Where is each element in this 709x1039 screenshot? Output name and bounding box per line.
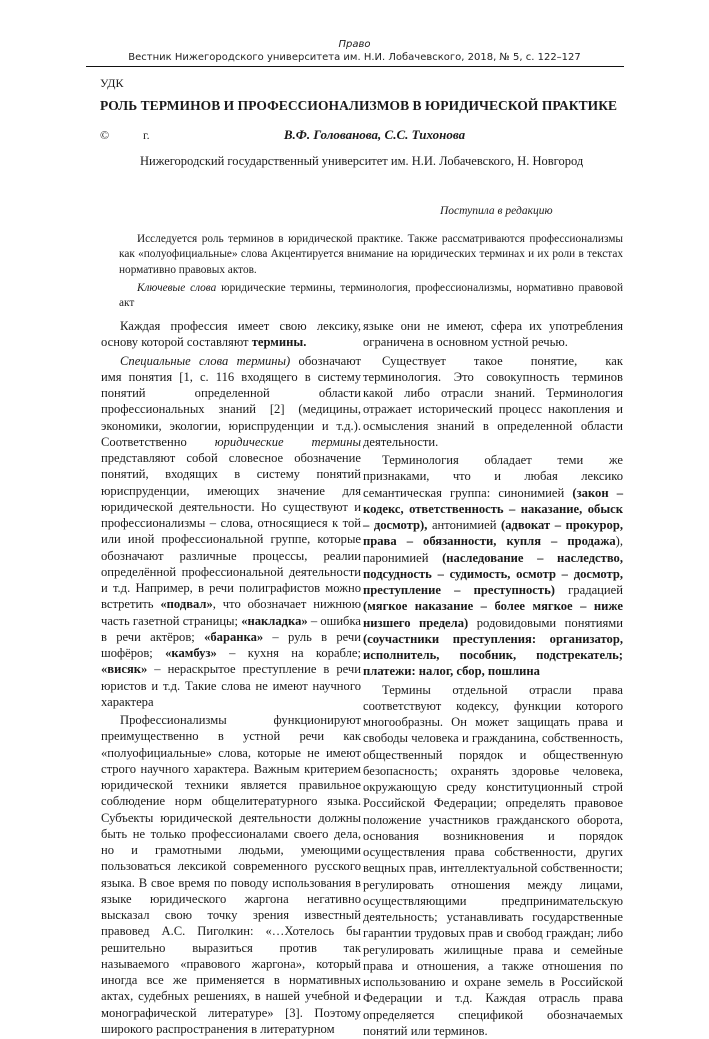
paragraph	[101, 318, 361, 351]
journal-citation: Вестник Нижегородского университета им. Н.И. Лобачевского, 2018, № 5, с. 122–127	[0, 51, 709, 64]
received-date: Поступила в редакцию	[440, 205, 553, 217]
authors: В.Ф. Голованова, С.С. Тихонова	[0, 127, 709, 143]
italic-term: юридические термины	[215, 435, 361, 449]
body-column-right	[363, 318, 623, 1039]
article-title: РОЛЬ ТЕРМИНОВ И ПРОФЕССИОНАЛИЗМОВ В ЮРИДИЧЕСКОЙ ПРАКТИКЕ	[100, 98, 617, 114]
text: , что обозначает нижнюю часть газетной страницы;	[101, 597, 361, 627]
italic-term: Специальные слова термины)	[120, 354, 290, 368]
keywords-list: юридические термины, терминология, профессионализмы, нормативно правовой акт	[119, 282, 623, 309]
text: родовидовыми понятиями	[468, 616, 623, 630]
paragraph	[101, 353, 361, 711]
affiliation: Нижегородский государственный университет им. Н.И. Лобачевского, Н. Новгород	[140, 154, 583, 169]
year-label: г.	[143, 128, 150, 143]
text: ), паронимией	[363, 534, 623, 564]
abstract: Исследуется роль терминов в юридической практике. Также рассматриваются профессионализмы как «полуофициальные» слова Акцентируется внимание на юридических терминах и их роли в текстах нормативно правовых актов.	[119, 232, 623, 278]
running-header	[0, 38, 709, 64]
bold-term: «баранка»	[204, 630, 263, 644]
journal-section: Право	[0, 38, 709, 51]
bold-term: «камбуз»	[165, 646, 217, 660]
keywords-label: Ключевые слова	[137, 282, 216, 294]
copyright-icon: ©	[100, 128, 109, 143]
paragraph	[363, 452, 623, 680]
text: антонимией	[427, 518, 501, 532]
bold-term: термины.	[252, 335, 307, 349]
bold-term: «висяк»	[101, 662, 147, 676]
text: – ошибка в речи актёров;	[101, 614, 361, 644]
bold-term: (мягкое наказание – более мягкое – ниже низшего предела)	[363, 599, 623, 629]
bold-term: «накладка»	[241, 614, 308, 628]
keywords	[119, 281, 623, 312]
text: градацией	[555, 583, 623, 597]
text: представляют собой словесное обозначение понятий, входящих в систему понятий юриспруденции, имеющих значение для юридической деятельности. Но существуют и профессионализмы – слова, относящиеся к той или иной профессиональной группе, которые обозначают различные процессы, реалии определённой профессиональной деятельности и т.д. Например, в речи полиграфистов можно встретить	[101, 451, 361, 611]
text: – нераскрытое преступление в речи юристов и т.д. Такие слова не имеют научного характера	[101, 662, 361, 709]
bold-term: (адвокат – прокурор, права – обязанности, купля – продажа	[363, 518, 623, 548]
text: Терминология обладает теми же признаками, что и любая лексико семантическая группа: синонимией	[363, 453, 623, 500]
udk-label: УДК	[100, 76, 123, 91]
bold-term: (закон – кодекс, ответственность – наказание, обыск – досмотр),	[363, 486, 623, 533]
header-divider	[86, 66, 624, 67]
paragraph: Термины отдельной отрасли права соответствуют кодексу, функции которого многообразны. Он может защищать права и свободы человека и гражданина, собственность, общественный порядок и общественную безопасность; охранять здоровье человека, окружающую среду конституционный строй Российской Федерации; определять правовое положение участников гражданского оборота, основания возникновения и порядок осуществления права собственности, других вещных прав, интеллектуальной собственности; регулировать отношения между лицами, осуществляющими предпринимательскую деятельность; устанавливать государственные гарантии трудовых прав и свобод граждан; либо регулировать жилищные права и семейные права и отношения, а также отношения по использованию и охране земель в Российской Федерации и т.д. Каждая отрасль права определяется спецификой обозначаемых понятий или терминов.	[363, 682, 623, 1039]
paragraph: Профессионализмы функционируют преимущественно в устной речи как «полуофициальные» слова, которые не имеют строго научного характера. Важным критерием юридической техники является правильное соблюдение норм общелитературного языка. Субъекты юридической деятельности должны быть не только профессионалами своего дела, но и грамотными людьми, умеющими пользоваться лексикой современного русского языка. В свое время по поводу использования в языке юридического жаргона негативно высказал свою точку зрения известный правовед А.С. Пиголкин: «…Хотелось бы решительно выразиться против так называемого «правового жаргона», который иногда все же применяется в нормативных актах, судебных решениях, в нашей учебной и монографической литературе» [3]. Поэтому широкого распространения в литературном	[101, 712, 361, 1037]
bold-term: (соучастники преступления: организатор, исполнитель, пособник, подстрекатель; платежи: налог, сбор, пошлина	[363, 632, 623, 679]
text: – кухня на корабле;	[217, 646, 361, 660]
bold-term: «подвал»	[160, 597, 212, 611]
text: Каждая профессия имеет свою лексику, основу которой составляют	[101, 319, 361, 349]
body-column-left	[101, 318, 361, 1037]
text: – руль в речи шофёров;	[101, 630, 361, 660]
text: обозначают имя понятия [1, с. 116 входящего в систему понятий определенной области профессиональных знаний [2] (медицины, экономики, экологии, юриспруденции и т.д.). Соответственно	[101, 354, 361, 449]
bold-term: (наследование – наследство, подсудность – судимость, осмотр – досмотр, преступление – преступность)	[363, 551, 623, 598]
paragraph-continued: языке они не имеют, сфера их употребления ограничена в основном устной речью.	[363, 318, 623, 351]
paragraph: Существует такое понятие, как терминология. Это совокупность терминов какой либо отрасли знаний. Терминология отражает исторический процесс накопления и осмысления знаний в определенной области деятельности.	[363, 353, 623, 451]
